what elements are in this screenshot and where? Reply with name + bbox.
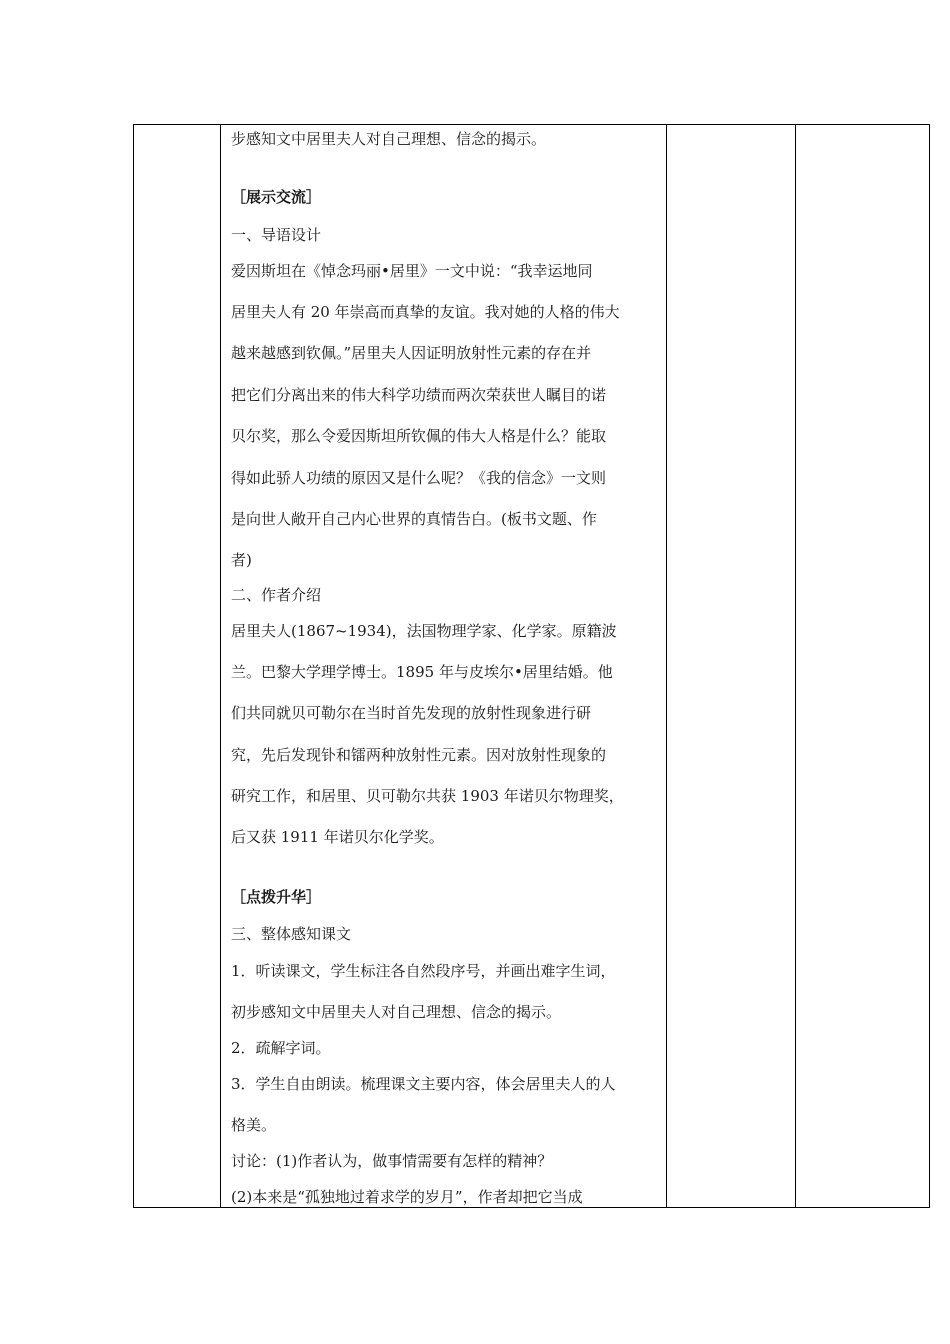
text-line: 后又获 1911 年诺贝尔化学奖。 <box>231 828 444 846</box>
text-line: 格美。 <box>231 1116 277 1134</box>
text-line: 研究工作，和居里、贝可勒尔共获 1903 年诺贝尔物理奖， <box>231 787 624 805</box>
section-heading: ［展示交流］ <box>231 188 322 206</box>
subsection-heading: 三、整体感知课文 <box>231 925 352 943</box>
text-line: 2．疏解字词。 <box>231 1039 331 1057</box>
text-line: 居里夫人有 20 年崇高而真挚的友谊。我对她的人格的伟大 <box>231 303 620 321</box>
text-line: 居里夫人(1867~1934)，法国物理学家、化学家。原籍波 <box>231 622 617 640</box>
text-line: 得如此骄人功绩的原因又是什么呢？《我的信念》一文则 <box>231 469 607 487</box>
column-divider-3 <box>795 125 796 1207</box>
lesson-table <box>133 124 930 1208</box>
text-line: 1．听读课文，学生标注各自然段序号，并画出难字生词， <box>231 962 616 980</box>
text-line: 贝尔奖，那么令爱因斯坦所钦佩的伟大人格是什么？能取 <box>231 427 607 445</box>
text-line: 者) <box>231 551 252 569</box>
text-line: 3．学生自由朗读。梳理课文主要内容，体会居里夫人的人 <box>231 1075 616 1093</box>
text-line: 讨论：(1)作者认为，做事情需要有怎样的精神？ <box>231 1152 553 1170</box>
text-line: (2)本来是“孤独地过着求学的岁月”，作者却把它当成 <box>231 1188 583 1206</box>
text-line: 究，先后发现钋和镭两种放射性元素。因对放射性现象的 <box>231 746 607 764</box>
section-heading: ［点拨升华］ <box>231 888 322 906</box>
column-divider-1 <box>220 125 221 1207</box>
text-line: 步感知文中居里夫人对自己理想、信念的揭示。 <box>231 130 547 148</box>
text-line: 把它们分离出来的伟大科学功绩而两次荣获世人瞩目的诺 <box>231 386 607 404</box>
column-divider-2 <box>666 125 667 1207</box>
text-line: 兰。巴黎大学理学博士。1895 年与皮埃尔•居里结婚。他 <box>231 663 613 681</box>
text-line: 初步感知文中居里夫人对自己理想、信念的揭示。 <box>231 1003 562 1021</box>
text-line: 越来越感到钦佩。”居里夫人因证明放射性元素的存在并 <box>231 344 592 362</box>
subsection-heading: 二、作者介绍 <box>231 586 322 604</box>
text-line: 是向世人敞开自己内心世界的真情告白。(板书文题、作 <box>231 510 597 528</box>
subsection-heading: 一、导语设计 <box>231 226 322 244</box>
text-line: 爱因斯坦在《悼念玛丽•居里》一文中说：“我幸运地同 <box>231 262 593 280</box>
text-line: 们共同就贝可勒尔在当时首先发现的放射性现象进行研 <box>231 704 592 722</box>
